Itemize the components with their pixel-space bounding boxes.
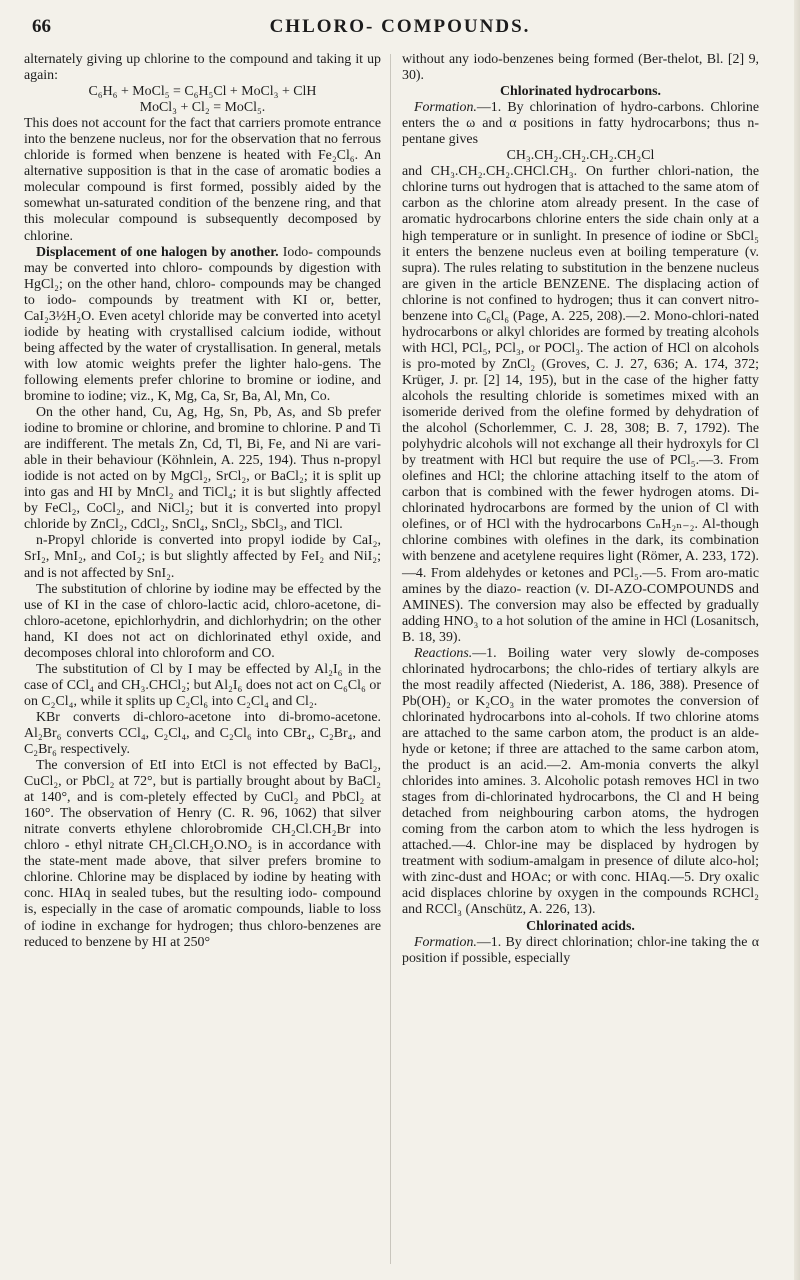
paragraph-text: The substitution of Cl by I may be effected by Al₂I₆ in the case of CCl₄ and CH₃.CHCl₂; but Al₂I₆ does not act on C₆Cl₆ or on C₂Cl₄, while it splits up C₂Cl₆ into C₂Cl₄ and Cl₂. [24,661,381,709]
paragraph-text: The conversion of EtI into EtCl is not effected by BaCl₂, CuCl₂, or PbCl₂ at 72°, but is partially brought about by BaCl₂ at 140°, and is com-pletely effected by CuCl₂ and PbCl₂ at 160°. The observation of Henry (C. R. 96, 1062) that silver nitrate converts ethylene chlorobromide CH₂Cl.CH₂Br into chloro - ethyl nitrate CH₂Cl.CH₂O.NO₂ is in accordance with the state-ment made above, that silver prefers bromine to chlorine. Chlorine may be displaced by iodine by heating with conc. HIAq in sealed tubes, but the resulting iodo- compound is, especially in the case of aromatic compounds, liable to loss of iodine in exchange for hydrogen; thus chloro-benzenes are reduced to benzene by HI at 250° [24,758,381,950]
paragraph [402,100,759,148]
paragraph-lead: Formation. [414,934,477,950]
section-heading [402,919,759,935]
paragraph-text: The substitution of chlorine by iodine may be effected by the use of KI in the case of chloro-lactic acid, chloro-acetone, di-chloro-acetone, epichlorhydrin, and dichlorhydrin; on the other hand, KI does not act on dichlorinated ethyl oxide, and decomposes chloral into chloroform and CO. [24,581,381,661]
paragraph-text: —1. By direct chlorination; chlor-ine taking the α position if possible, especially [402,934,759,966]
paragraph [24,533,381,581]
equation-line [402,148,759,164]
paragraph [24,116,381,244]
paragraph-text: and CH₃.CH₂.CH₂.CHCl.CH₃. On further chlori-nation, the chlorine turns out hydrogen that is attached to the same atom of carbon as the chlorine atom already present. In the case of aromatic hydrocarbons chlorine enters the side chain only at a high temperature or in sunlight. In presence of iodine or SbCl₅ it enters the benzene nucleus even at boiling temperature (v. supra). The rules relating to substitution in the benzene nucleus are given in the article BENZENE. The displacing action of chlorine is not confined to hydrogen; thus it can convert nitro-benzene into C₆Cl₆ (Page, A. 225, 208).—2. Mono-chlori-nated hydrocarbons or alkyl chlorides are formed by treating alcohols with HCl, PCl₅, PCl₃, or POCl₃. The action of HCl on alcohols is pro-moted by ZnCl₂ (Groves, C. J. 27, 636; A. 174, 372; Krüger, J. pr. [2] 14, 195), but in the case of the higher fatty alcohols the resulting chloride is sometimes mixed with an isomeride derived from the olefine formed by dehydration of the alcohol (Schorlemmer, C. J. 28, 308; B. 7, 1792). The polyhydric alcohols will not exchange all their hydroxyls for Cl by treatment with HCl but require the use of PCl₅.—3. From olefines and HCl; the chlorine attaching itself to the atom of carbon that is combined with the fewer hydrogen atoms. Di-chlorinated hydrocarbons are formed by the union of Cl with olefines, or of HCl with the hydrocarbons CₙH₂ₙ₋₂. Al-though chlorine combines with olefines in the dark, its combination with benzene and acetylene requires light (Römer, A. 233, 172).—4. From aldehydes or ketones and PCl₅.—5. From aro-matic amines by the diazo- reaction (v. DI-AZO-COMPOUNDS and AMINES). The conversion may also be effected by gradually adding HNO₃ to a hot solution of the amine in HCl (Losanitsch, B. 18, 39). [402,164,759,645]
left-column [24,52,381,951]
paragraph-text: MoCl₃ + Cl₂ = MoCl₅. [139,100,266,116]
paragraph [24,662,381,710]
paragraph-lead: Displacement of one halogen by another. [36,244,279,260]
paragraph-lead: Formation. [414,100,477,116]
equation-line [24,84,381,100]
equation-line [24,100,381,116]
paragraph [402,164,759,645]
paragraph-text: C₆H₆ + MoCl₅ = C₆H₅Cl + MoCl₃ + ClH [88,84,317,100]
paragraph [24,710,381,758]
paragraph [24,52,381,84]
paragraph-text: CH₃.CH₂.CH₂.CH₂.CH₂Cl [506,148,655,164]
paragraph-text: —1. Boiling water very slowly de-composes chlorinated hydrocarbons; the chlo-rides of tertiary alkyls are the most readily affected (Niederist, A. 186, 388). Presence of Pb(OH)₂ or K₂CO₃ in the water promotes the conversion of chlorinated hydrocarbons into al-cohols. If two chlorine atoms are attached to the same carbon atom, the product is an alde-hyde or ketone; if three are attached to the same carbon atom, the product is an acid.—2. Am-monia converts the alkyl chlorides into amines. 3. Alcoholic potash removes HCl in two stages from di-chlorinated hydrocarbons, the Cl and H being detached from neighbouring carbon atoms, the hydrogen coming from the carbon atom to which the less hydrogen is attached.—4. Chlor-ine may be displaced by hydrogen by treatment with sodium-amalgam in presence of dilute alco-hol; with zinc-dust and HOAc; or with conc. HIAq.—5. Dry oxalic acid displaces chlorine by oxygen in the compounds RCHCl₂ and RCCl₃ (Anschütz, A. 226, 13). [402,645,759,918]
paragraph [24,758,381,951]
paragraph-text: n-Propyl chloride is converted into propyl iodide by CaI₂, SrI₂, MnI₂, and CoI₂; is but slightly affected by FeI₂ and NiI₂; and is not affected by SnI₂. [24,533,381,581]
paragraph-text: On the other hand, Cu, Ag, Hg, Sn, Pb, As, and Sb prefer iodine to bromine or chlorine, and bromine to chlorine. P and Ti are indifferent. The metals Zn, Cd, Tl, Bi, Fe, and Ni are vari-able in their behaviour (Köhnlein, A. 225, 194). Thus n-propyl iodide is not acted on by MgCl₂, SrCl₂, or BaCl₂; it is split up into gas and HI by MnCl₂ and TiCl₄; it is but slightly affected by FeCl₂, CoCl₂, and NiCl₂; but it is converted into propyl chloride by ZnCl₂, CdCl₂, SnCl₄, SnCl₂, SbCl₃, and TlCl. [24,405,381,533]
page-header [0,16,800,46]
paragraph-text: without any iodo-benzenes being formed (Ber-thelot, Bl. [2] 9, 30). [402,52,759,84]
paragraph [24,245,381,405]
paragraph [402,646,759,919]
paragraph-text: —1. By chlorination of hydro-carbons. Chlorine enters the ω and α positions in fatty hydrocarbons; thus n-pentane gives [402,100,759,148]
page-edge [794,0,800,1280]
column-divider [390,54,391,1264]
paragraph [24,582,381,662]
paragraph-text: Iodo- compounds may be converted into chloro- compounds by digestion with HgCl₂; on the other hand, chloro- compounds may be changed to iodo- compounds by treatment with KI or, better, CaI₂3½H₂O. Even acetyl chloride may be converted into acetyl iodide by heating with crystallised calcium iodide, without being affected by the water of crystallisation. In general, metals with low atomic weights prefer the lighter halo-gens. The following elements prefer chlorine to bromine or iodine, and bromine to iodine; viz., K, Mg, Ca, Sr, Ba, Al, Mn, Co. [24,244,381,404]
running-title: CHLORO- COMPOUNDS. [269,16,531,37]
paragraph-text: This does not account for the fact that carriers promote entrance into the benzene nucleus, nor for the observation that no ferrous chloride is formed when benzene is heated with Fe₂Cl₆. An alternative supposition is that in the case of aromatic bodies a molecular compound is first formed, possibly aided by the somewhat un-saturated condition of the benzene ring, and that this molecular compound is subsequently decomposed by chlorine. [24,116,381,244]
paragraph-text: alternately giving up chlorine to the compound and taking it up again: [24,52,381,84]
paragraph-lead: Reactions. [414,645,473,661]
page-number: 66 [32,16,51,37]
paragraph-text: Chlorinated acids. [526,918,635,934]
paragraph [24,405,381,533]
paragraph [402,935,759,967]
paragraph [402,52,759,84]
paragraph-text: KBr converts di-chloro-acetone into di-bromo-acetone. Al₂Br₆ converts CCl₄, C₂Cl₄, and C₂Cl₆ into CBr₄, C₂Br₄, and C₂Br₆ respectively. [24,709,381,758]
section-heading [402,84,759,100]
right-column [402,52,759,967]
paragraph-text: Chlorinated hydrocarbons. [499,84,662,100]
